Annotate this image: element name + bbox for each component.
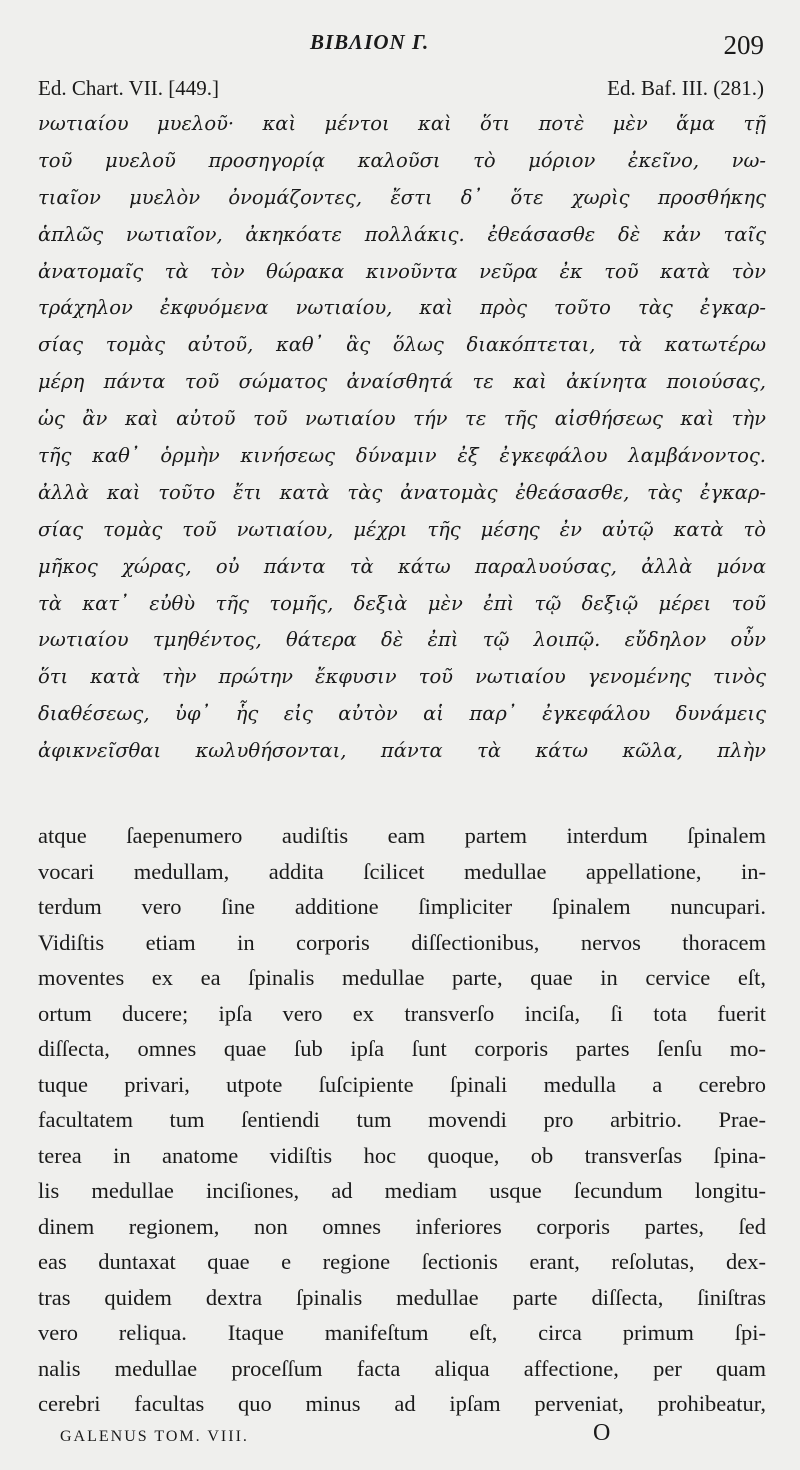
greek-text-line: ἀλλὰ καὶ τοῦτο ἔτι κατὰ τὰς ἀνατομὰς ἐθεάσασθε, τὰς ἐγκαρ- (38, 480, 766, 504)
greek-text-block (38, 106, 766, 770)
greek-text-line: τιαῖον μυελὸν ὀνομάζοντες, ἔστι δ᾽ ὅτε χωρὶς προσθήκης (38, 185, 766, 209)
latin-text-block (38, 818, 766, 1422)
latin-text-line: lis medullae inciſiones, ad mediam usque ſecundum longitu- (38, 1178, 766, 1203)
latin-text-line: dinem regionem, non omnes inferiores corporis partes, ſed (38, 1213, 766, 1239)
signature-mark: O (593, 1420, 611, 1446)
greek-text-line: τῆς καθ᾽ ὁρμὴν κινήσεως δύναμιν ἐξ ἐγκεφάλου λαμβάνοντος. (38, 444, 766, 468)
greek-text-line: ἁπλῶς νωτιαῖον, ἀκηκόατε πολλάκις. ἐθεάσασθε δὲ κἀν ταῖς (38, 222, 766, 246)
greek-text-line: ἀνατομαῖς τὰ τὸν θώρακα κινοῦντα νεῦρα ἐκ τοῦ κατὰ τὸν (38, 259, 766, 283)
greek-text-line: τράχηλον ἐκφυόμενα νωτιαίου, καὶ πρὸς τοῦτο τὰς ἐγκαρ- (38, 296, 766, 320)
latin-text-line: facultatem tum ſentiendi tum movendi pro arbitrio. Prae- (38, 1107, 766, 1132)
greek-text-line: σίας τομὰς αὐτοῦ, καθ᾽ ἃς ὅλως διακόπτεται, τὰ κατωτέρω (38, 333, 766, 357)
greek-text-line: μῆκος χώρας, οὐ πάντα τὰ κάτω παραλυούσας, ἀλλὰ μόνα (38, 554, 766, 578)
latin-text-line: vero reliqua. Itaque manifeſtum eſt, circa primum ſpi- (38, 1320, 766, 1345)
greek-text-line: σίας τομὰς τοῦ νωτιαίου, μέχρι τῆς μέσης ἐν αὐτῷ κατὰ τὸ (38, 517, 766, 541)
latin-text-line: terea in anatome vidiſtis hoc quoque, ob transverſas ſpina- (38, 1142, 766, 1168)
latin-text-line: vocari medullam, addita ſcilicet medullae appellatione, in- (38, 858, 766, 884)
greek-text-line: νωτιαίου μυελοῦ· καὶ μέντοι καὶ ὅτι ποτὲ μὲν ἅμα τῇ (38, 112, 766, 135)
latin-text-line: ortum ducere; ipſa vero ex transverſo inciſa, ſi tota fuerit (38, 1000, 766, 1026)
latin-text-line: moventes ex ea ſpinalis medullae parte, quae in cervice eſt, (38, 965, 766, 990)
greek-text-line: τοῦ μυελοῦ προσηγορίᾳ καλοῦσι τὸ μόριον ἐκεῖνο, νω- (38, 148, 766, 172)
latin-text-line: tuque privari, utpote ſuſcipiente ſpinali medulla a cerebro (38, 1071, 766, 1097)
latin-text-line: nalis medullae proceſſum facta aliqua affectione, per quam (38, 1355, 766, 1381)
signature-line: GALENUS TOM. VIII. (60, 1428, 249, 1445)
greek-text-line: τὰ κατ᾽ εὐθὺ τῆς τομῆς, δεξιὰ μὲν ἐπὶ τῷ δεξιῷ μέρει τοῦ (38, 591, 766, 615)
greek-text-line: ἀφικνεῖσθαι κωλυθήσονται, πάντα τὰ κάτω κῶλα, πλὴν (38, 739, 766, 763)
latin-text-line: Vidiſtis etiam in corporis diſſectionibus, nervos thoracem (38, 929, 766, 955)
latin-text-line: cerebri facultas quo minus ad ipſam perveniat, prohibeatur, (38, 1391, 766, 1416)
latin-text-line: tras quidem dextra ſpinalis medullae parte diſſecta, ſiniſtras (38, 1284, 766, 1310)
greek-text-line: μέρη πάντα τοῦ σώματος ἀναίσθητά τε καὶ ἀκίνητα ποιούσας, (38, 370, 766, 394)
latin-text-line: diſſecta, omnes quae ſub ipſa ſunt corporis partes ſenſu mo- (38, 1036, 766, 1061)
greek-text-line: ὡς ἂν καὶ αὐτοῦ τοῦ νωτιαίου τήν τε τῆς αἰσθήσεως καὶ τὴν (38, 407, 766, 431)
running-head: BIBΛION Γ. (310, 30, 430, 54)
greek-text-line: διαθέσεως, ὑφ᾽ ἧς εἰς αὐτὸν αἱ παρ᾽ ἐγκεφάλου δυνάμεις (38, 702, 766, 726)
page-number: 209 (723, 30, 764, 60)
greek-text-line: ὅτι κατὰ τὴν πρώτην ἔκφυσιν τοῦ νωτιαίου γενομένης τινὸς (38, 665, 766, 689)
edition-reference-left: Ed. Chart. VII. [449.] (38, 76, 219, 100)
latin-text-line: atque ſaepenumero audiſtis eam partem interdum ſpinalem (38, 823, 766, 848)
latin-text-line: eas duntaxat quae e regione ſectionis erant, reſolutas, dex- (38, 1249, 766, 1274)
edition-reference-right: Ed. Baf. III. (281.) (607, 76, 764, 100)
greek-text-line: νωτιαίου τμηθέντος, θάτερα δὲ ἐπὶ τῷ λοιπῷ. εὔδηλον οὖν (38, 628, 766, 652)
latin-text-line: terdum vero ſine additione ſimpliciter ſpinalem nuncupari. (38, 894, 766, 919)
